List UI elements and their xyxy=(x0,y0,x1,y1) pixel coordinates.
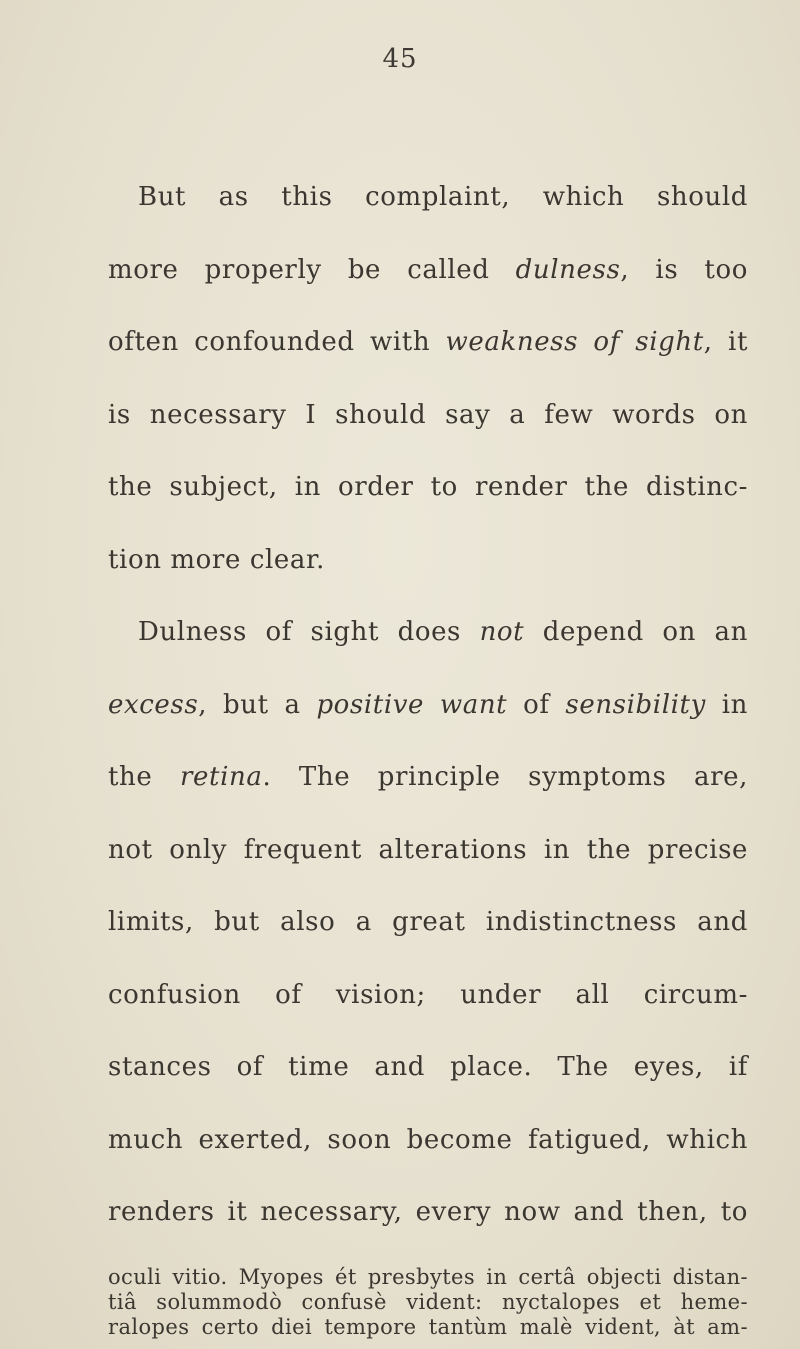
text-line: tion more clear. xyxy=(108,545,326,575)
italic-term: positive want xyxy=(316,690,508,720)
page-number: 45 xyxy=(382,44,418,74)
text-line: limits, but also a great indistinctness and xyxy=(108,907,748,937)
text-line: the retina. The principle symptoms are, xyxy=(108,762,748,792)
text-line: not only frequent alterations in the precise xyxy=(108,835,748,865)
text-line: the subject, in order to render the distinc- xyxy=(108,472,748,502)
italic-term: sensibility xyxy=(565,690,706,720)
italic-term: weakness of sight xyxy=(445,327,704,357)
text-line: Dulness of sight does not depend on an xyxy=(138,617,748,647)
text-line: renders it necessary, every now and then, to xyxy=(108,1197,748,1227)
italic-term: not xyxy=(479,617,525,647)
footnote-line: tiâ solummodò confusè vident: nyctalopes et heme- xyxy=(108,1290,748,1314)
footnote-line: ralopes certo diei tempore tantùm malè vident, àt am- xyxy=(108,1315,748,1339)
text-line: more properly be called dulness, is too xyxy=(108,255,748,285)
italic-term: retina xyxy=(180,762,263,792)
text-line: stances of time and place. The eyes, if xyxy=(108,1052,748,1082)
text-line: often confounded with weakness of sight, it xyxy=(108,327,749,357)
footnote-line: oculi vitio. Myopes ét presbytes in certâ objecti distan- xyxy=(108,1265,748,1289)
text-line: much exerted, soon become fatigued, which xyxy=(108,1125,748,1155)
italic-term: excess xyxy=(108,690,199,720)
text-line: is necessary I should say a few words on xyxy=(108,400,748,430)
italic-term: dulness xyxy=(515,255,621,285)
text-line: excess, but a positive want of sensibility in xyxy=(108,690,748,720)
text-line: But as this complaint, which should xyxy=(138,182,748,212)
text-line: confusion of vision; under all circum- xyxy=(108,980,748,1010)
